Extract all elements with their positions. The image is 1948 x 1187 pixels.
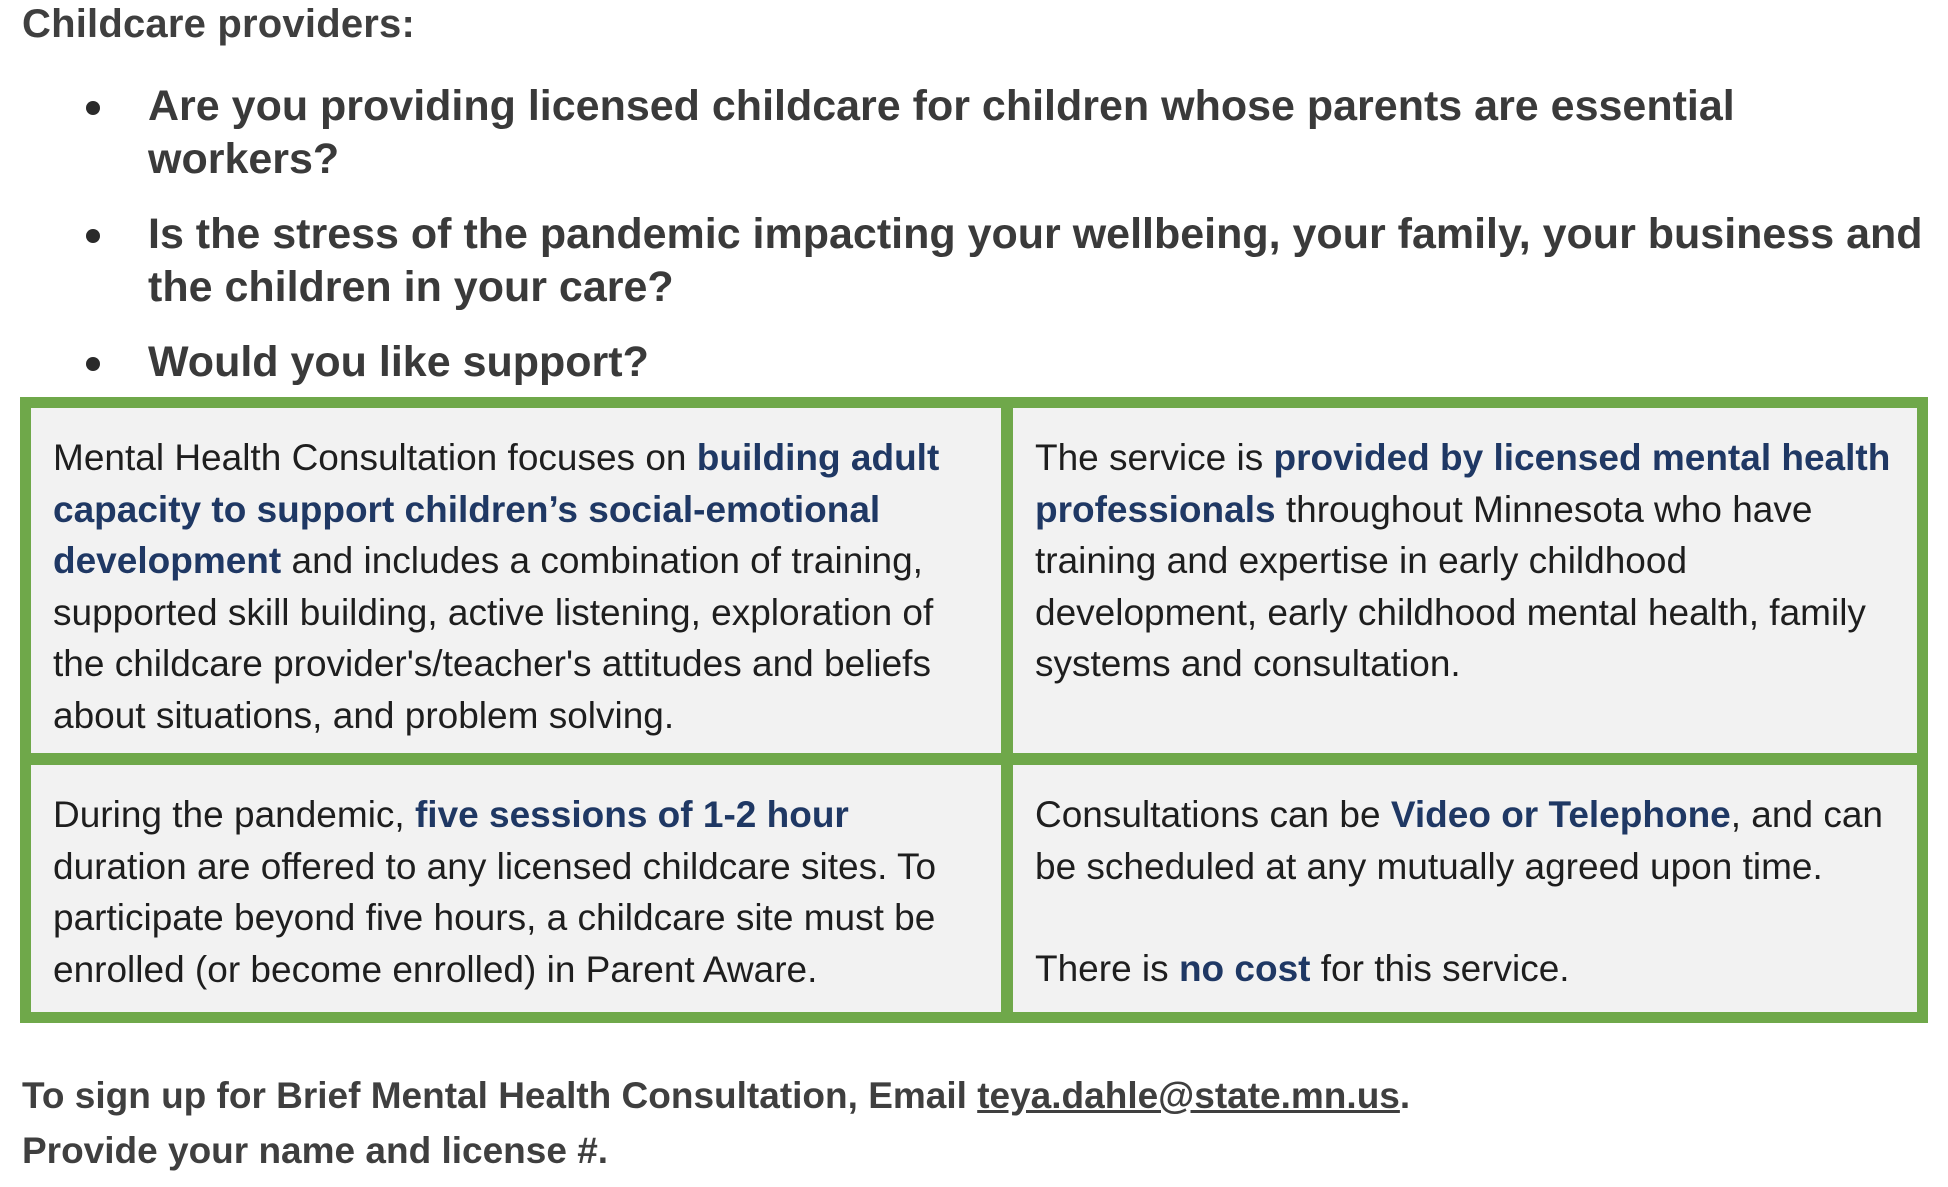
bullet-dot-icon	[86, 101, 100, 115]
question-item	[0, 208, 1948, 314]
cell-highlight: five sessions of 1-2 hour	[414, 794, 849, 835]
question-list	[0, 80, 1948, 411]
cell-text: Consultations can be	[1035, 794, 1391, 835]
paragraph-gap	[1035, 892, 1897, 943]
question-text: Is the stress of the pandemic impacting your wellbeing, your family, your business and the children in your care?	[148, 210, 1923, 311]
cell-highlight: provided by licensed mental health professionals	[1035, 437, 1891, 530]
cell-text: During the pandemic,	[53, 794, 415, 835]
bullet-dot-icon	[86, 229, 100, 243]
info-table	[20, 397, 1928, 1023]
question-item	[0, 336, 1948, 389]
license-line: Provide your name and license #.	[22, 1130, 609, 1171]
cell-highlight: no cost	[1178, 948, 1311, 989]
info-cell-service-providers	[1013, 408, 1917, 753]
cell-text: The service is	[1035, 437, 1274, 478]
cell-highlight: building adult capacity to support children’s social-emotional development	[53, 437, 940, 581]
info-cell-pandemic-sessions	[31, 765, 1001, 1012]
cell-highlight: Video or Telephone	[1390, 794, 1731, 835]
cell-text: throughout Minnesota who have training and expertise in early childhood development, early childhood mental health, family systems and consultation.	[1035, 488, 1866, 684]
cost-paragraph	[1035, 943, 1897, 995]
question-item	[0, 80, 1948, 186]
cell-text: , and can be scheduled at any mutually agreed upon time.	[1035, 794, 1883, 887]
cell-text: and includes a combination of training, supported skill building, active listening, exploration of the childcare provider's/teacher's attitudes and beliefs about situations, and problem solving.	[53, 540, 934, 736]
cell-text: for this service.	[1310, 948, 1570, 989]
cell-text: Mental Health Consultation focuses on	[53, 437, 697, 478]
email-link[interactable]: teya.dahle@state.mn.us	[977, 1075, 1400, 1116]
question-text: Are you providing licensed childcare for children whose parents are essential workers?	[148, 82, 1735, 183]
cell-text: duration are offered to any licensed childcare sites. To participate beyond five hours, a childcare site must be enrolled (or become enrolled) in Parent Aware.	[53, 845, 937, 990]
consult-format-paragraph	[1035, 789, 1897, 892]
page-heading: Childcare providers:	[22, 2, 416, 46]
info-cell-consultation-focus	[31, 408, 1001, 753]
signup-line	[22, 1068, 1410, 1123]
question-text: Would you like support?	[148, 338, 649, 386]
signup-period: .	[1399, 1075, 1411, 1116]
info-cell-consultation-format	[1013, 765, 1917, 1012]
signup-text: To sign up for Brief Mental Health Consultation, Email	[22, 1075, 978, 1116]
cell-text: There is	[1035, 948, 1179, 989]
signup-footer	[22, 1068, 1410, 1178]
bullet-dot-icon	[86, 357, 100, 371]
